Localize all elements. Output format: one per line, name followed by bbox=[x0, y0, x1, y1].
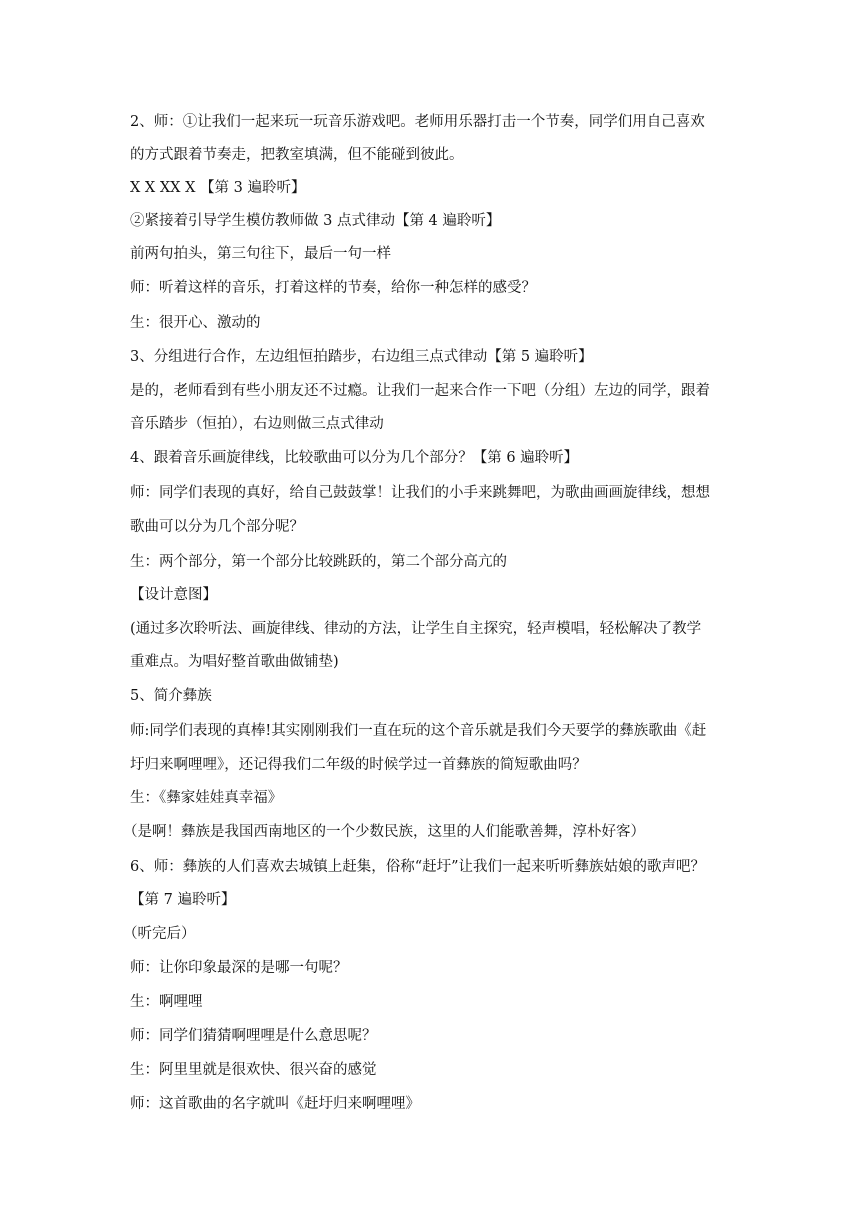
text-line: （听完后） bbox=[123, 926, 196, 942]
text-line: 歌曲可以分为几个部分呢？ bbox=[130, 519, 304, 535]
text-line: 师：听着这样的音乐，打着这样的节奏，给你一种怎样的感受？ bbox=[130, 280, 536, 296]
text-line: 4、跟着音乐画旋律线，比较歌曲可以分为几个部分？【第 6 遍聆听】 bbox=[130, 450, 579, 466]
text-line: 重难点。为唱好整首歌曲做铺垫) bbox=[130, 654, 339, 670]
text-line: 师:同学们表现的真棒!其实刚刚我们一直在玩的这个音乐就是我们今天要学的彝族歌曲《赶 bbox=[130, 723, 707, 739]
text-line: 是的，老师看到有些小朋友还不过瘾。让我们一起来合作一下吧（分组）左边的同学，跟着 bbox=[130, 383, 710, 399]
text-line: 生：两个部分，第一个部分比较跳跃的，第二个部分高亢的 bbox=[130, 554, 507, 570]
text-line: 生：《彝家娃娃真幸福》 bbox=[130, 790, 283, 806]
text-line: 音乐踏步（恒拍），右边则做三点式律动 bbox=[130, 416, 384, 432]
text-line: 圩归来啊哩哩》，还记得我们二年级的时候学过一首彝族的简短歌曲吗？ bbox=[130, 757, 587, 773]
text-line: 6、师：彝族的人们喜欢去城镇上赶集，俗称“赶圩”让我们一起来听听彝族姑娘的歌声吧？ bbox=[130, 859, 706, 875]
text-line: 师：同学们猜猜啊哩哩是什么意思呢？ bbox=[130, 1028, 377, 1044]
text-line: 的方式跟着节奏走，把教室填满，但不能碰到彼此。 bbox=[130, 147, 464, 163]
text-line: 5、简介彝族 bbox=[130, 688, 212, 704]
text-line: 生：很开心、激动的 bbox=[130, 315, 261, 331]
text-line: ②紧接着引导学生模仿教师做 3 点式律动【第 4 遍聆听】 bbox=[130, 213, 501, 229]
text-line: 生：阿里里就是很欢快、很兴奋的感觉 bbox=[130, 1062, 377, 1078]
text-line: 生：啊哩哩 bbox=[130, 994, 203, 1010]
text-line: 师：同学们表现的真好，给自己鼓鼓掌！让我们的小手来跳舞吧，为歌曲画画旋律线，想想 bbox=[130, 485, 710, 501]
text-line: 3、分组进行合作，左边组恒拍踏步，右边组三点式律动【第 5 遍聆听】 bbox=[130, 349, 593, 365]
text-line: （是啊！彝族是我国西南地区的一个少数民族，这里的人们能歌善舞，淳朴好客） bbox=[123, 824, 645, 840]
text-line: 2、师：①让我们一起来玩一玩音乐游戏吧。老师用乐器打击一个节奏，同学们用自己喜欢 bbox=[130, 114, 705, 130]
text-line: 师：这首歌曲的名字就叫《赶圩归来啊哩哩》 bbox=[130, 1096, 420, 1112]
text-line: (通过多次聆听法、画旋律线、律动的方法，让学生自主探究，轻声模唱，轻松解决了教学 bbox=[130, 621, 702, 637]
text-line: 前两句拍头，第三句往下，最后一句一样 bbox=[130, 246, 391, 262]
text-line: 【第 7 遍聆听】 bbox=[130, 892, 236, 908]
text-line: X X XX X 【第 3 遍聆听】 bbox=[130, 180, 306, 196]
section-heading: 【设计意图】 bbox=[130, 587, 217, 603]
text-line: 师：让你印象最深的是哪一句呢？ bbox=[130, 960, 348, 976]
